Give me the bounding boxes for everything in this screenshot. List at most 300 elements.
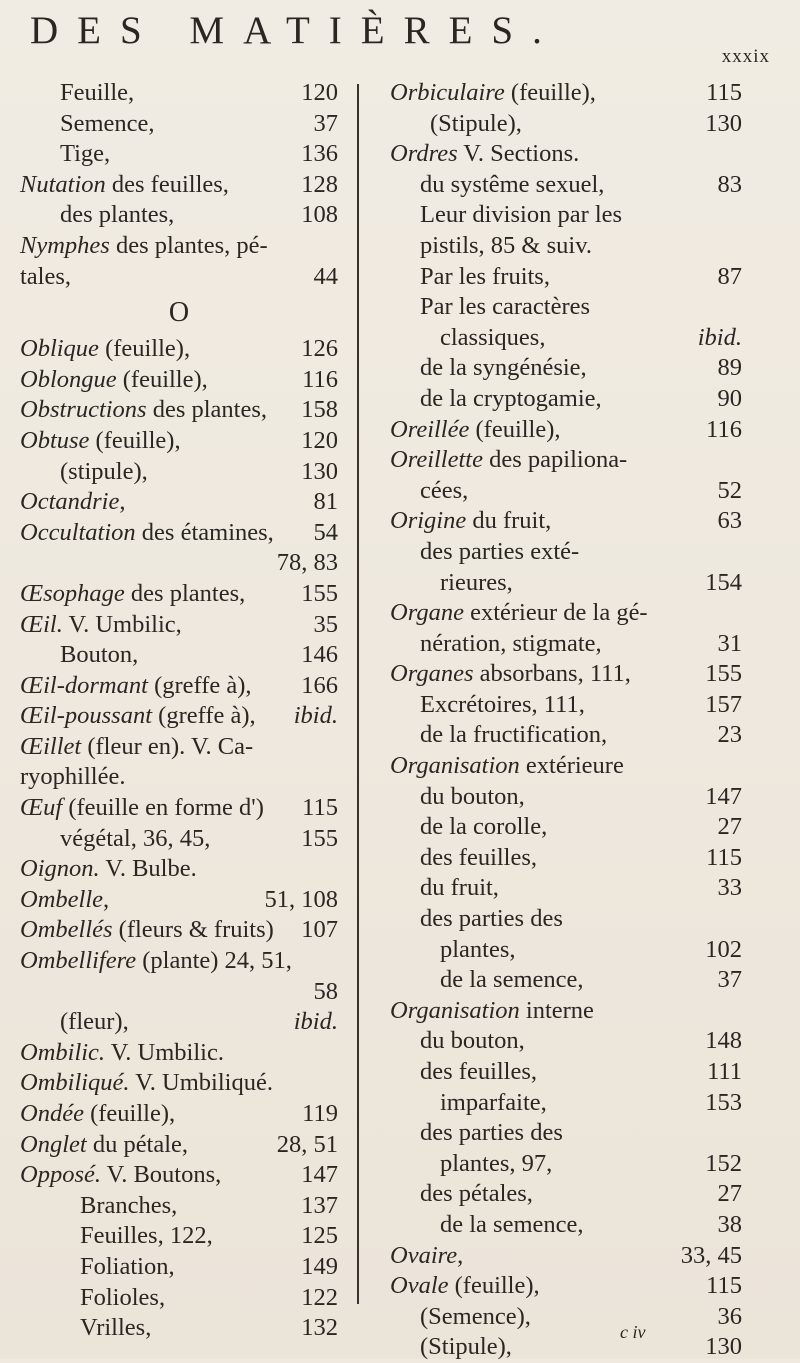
- index-entry: [390, 1241, 742, 1272]
- entry-page-ref: 125: [301, 1222, 338, 1250]
- entry-description: Vrilles,: [80, 1314, 152, 1342]
- entry-text: [420, 873, 499, 904]
- index-entry: [20, 610, 338, 641]
- index-entry: [20, 671, 338, 702]
- index-entry: [390, 782, 742, 813]
- index-entry: [20, 200, 338, 231]
- entry-page-ref: 130: [301, 457, 338, 485]
- entry-description: V. Umbiliqué.: [129, 1069, 273, 1097]
- index-entry: [390, 537, 742, 568]
- index-entry: [20, 793, 338, 824]
- index-entry: [390, 323, 742, 354]
- entry-headword: Œil-dormant: [20, 671, 148, 699]
- entry-text: [440, 1210, 584, 1241]
- entry-text: [390, 415, 561, 446]
- entry-headword: Œuf: [20, 794, 63, 822]
- index-entry: [20, 1099, 338, 1130]
- entry-page-ref: 83: [717, 170, 742, 198]
- index-entry: [390, 262, 742, 293]
- left-column: [20, 78, 338, 1344]
- entry-description: (Stipule),: [430, 109, 522, 137]
- entry-page-ref: 52: [717, 476, 742, 504]
- entry-page-ref: 28, 51: [276, 1130, 338, 1158]
- entry-text: [20, 793, 264, 824]
- index-entry: [20, 1038, 338, 1069]
- entry-text: [20, 854, 197, 885]
- entry-text: [60, 824, 210, 855]
- entry-text: [390, 659, 631, 690]
- entry-text: [420, 1026, 525, 1057]
- entry-text: [420, 812, 547, 843]
- entry-page-ref: 108: [301, 201, 338, 229]
- entry-page-ref: 33, 45: [680, 1241, 742, 1269]
- entry-page-ref: 146: [301, 641, 338, 669]
- entry-page-ref: 27: [717, 1180, 742, 1208]
- entry-description: de la syngénésie,: [420, 354, 587, 382]
- index-entry: [390, 690, 742, 721]
- entry-headword: Ordres: [390, 140, 458, 168]
- index-entry: [20, 395, 338, 426]
- index-entry: [390, 231, 742, 262]
- entry-description: des parties des: [420, 1119, 563, 1147]
- entry-text: [420, 200, 622, 231]
- entry-description: de la semence,: [440, 966, 584, 994]
- entry-text: [20, 610, 182, 641]
- entry-page-ref: 158: [301, 396, 338, 424]
- entry-description: Bouton,: [60, 641, 139, 669]
- entry-page-ref: ibid.: [293, 702, 338, 730]
- entry-description: végétal, 36, 45,: [60, 824, 211, 852]
- entry-headword: Nutation: [20, 170, 106, 198]
- entry-description: V. Bulbe.: [99, 855, 197, 883]
- page-number: xxxix: [721, 46, 770, 67]
- index-entry: [390, 935, 742, 966]
- entry-headword: Origine: [390, 507, 467, 535]
- index-entry: [20, 824, 338, 855]
- index-entry: [20, 139, 338, 170]
- entry-page-ref: 157: [705, 690, 742, 718]
- entry-page-ref: 147: [301, 1161, 338, 1189]
- entry-text: [20, 885, 109, 916]
- entry-text: [20, 487, 125, 518]
- entry-description: Par les fruits,: [420, 262, 550, 290]
- entry-text: [60, 139, 110, 170]
- entry-text: [80, 1252, 175, 1283]
- index-entry: [390, 629, 742, 660]
- entry-text: [20, 732, 253, 763]
- entry-text: [20, 518, 274, 549]
- entry-description: Folioles,: [80, 1283, 166, 1311]
- entry-page-ref: 58: [313, 977, 338, 1005]
- running-title: DES MATIÈRES.: [30, 9, 561, 52]
- index-entry: [390, 445, 742, 476]
- index-entry: [20, 854, 338, 885]
- entry-page-ref: 63: [717, 507, 742, 535]
- entry-text: [440, 323, 545, 354]
- entry-description: des étamines,: [135, 518, 274, 546]
- entry-page-ref: 115: [706, 1272, 742, 1300]
- entry-headword: Oblongue: [20, 365, 117, 393]
- entry-description: de la cryptogamie,: [420, 384, 602, 412]
- entry-text: [20, 426, 181, 457]
- entry-description: (Semence),: [420, 1302, 531, 1330]
- entry-description: des feuilles,: [420, 1058, 538, 1085]
- entry-page-ref: 116: [706, 415, 742, 443]
- entry-description: du fruit,: [466, 507, 552, 535]
- entry-text: [420, 782, 525, 813]
- entry-text: [80, 1221, 213, 1252]
- index-entry: [390, 415, 742, 446]
- entry-text: [60, 200, 174, 231]
- entry-description: plantes,: [440, 935, 516, 963]
- entry-page-ref: 122: [301, 1283, 338, 1311]
- entry-page-ref: 37: [717, 966, 742, 994]
- index-entry: [20, 915, 338, 946]
- entry-text: [420, 720, 607, 751]
- entry-headword: Œsophage: [20, 579, 125, 607]
- index-entry: [20, 579, 338, 610]
- entry-text: [60, 78, 134, 109]
- entry-page-ref: 155: [705, 660, 742, 688]
- index-entry: [20, 334, 338, 365]
- index-entry: [390, 109, 742, 140]
- entry-headword: Obtuse: [20, 426, 90, 454]
- entry-text: [20, 762, 125, 793]
- entry-page-ref: 147: [705, 782, 742, 810]
- entry-text: [420, 353, 587, 384]
- entry-headword: Oreillette: [390, 446, 483, 474]
- index-entry: [20, 1313, 338, 1344]
- entry-description: (greffe à),: [152, 702, 256, 730]
- entry-text: [20, 365, 208, 396]
- entry-headword: Organe: [390, 599, 464, 627]
- entry-text: [390, 506, 551, 537]
- index-entry: [390, 1332, 742, 1363]
- entry-page-ref: 126: [301, 335, 338, 363]
- index-entry: [390, 353, 742, 384]
- entry-text: [390, 996, 594, 1027]
- entry-text: [420, 1332, 512, 1363]
- entry-page-ref: 90: [717, 384, 742, 412]
- running-head: [18, 4, 798, 70]
- index-entry: [390, 1026, 742, 1057]
- entry-headword: Ombelle: [20, 885, 103, 913]
- entry-headword: Opposé.: [20, 1161, 101, 1189]
- entry-text: [60, 457, 148, 488]
- entry-text: [60, 109, 155, 140]
- entry-description: Feuilles, 122,: [80, 1222, 213, 1250]
- entry-headword: Œil.: [20, 610, 63, 638]
- index-entry: [20, 1160, 338, 1191]
- entry-description: plantes, 97,: [440, 1149, 553, 1177]
- entry-text: [390, 1241, 463, 1272]
- entry-headword: Occultation: [20, 518, 136, 546]
- entry-description: des pétales,: [420, 1180, 533, 1208]
- index-entry: [20, 1252, 338, 1283]
- index-entry: [390, 904, 742, 935]
- index-entry: [390, 200, 742, 231]
- index-entry: [20, 365, 338, 396]
- entry-text: [20, 1068, 273, 1099]
- index-entry: [20, 885, 338, 916]
- index-entry: [20, 1007, 338, 1038]
- entry-text: [420, 1057, 537, 1088]
- index-entry: [390, 720, 742, 751]
- entry-text: [390, 78, 596, 109]
- entry-description: (fleur),: [60, 1008, 129, 1036]
- index-entry: [20, 1068, 338, 1099]
- entry-page-ref: 155: [301, 579, 338, 607]
- entry-page-ref: 120: [301, 426, 338, 454]
- entry-text: [420, 262, 550, 293]
- entry-description: tales,: [20, 262, 72, 290]
- entry-description: de la semence,: [440, 1210, 584, 1238]
- entry-description: (feuille),: [504, 79, 596, 106]
- entry-page-ref: ibid.: [293, 1008, 338, 1036]
- entry-text: [20, 262, 71, 293]
- entry-text: [420, 231, 592, 262]
- entry-text: [20, 1099, 175, 1130]
- entry-page-ref: ibid.: [697, 323, 742, 351]
- index-entry: [20, 977, 338, 1008]
- entry-description: (Stipule),: [420, 1333, 512, 1361]
- entry-text: [80, 1191, 177, 1222]
- entry-page-ref: 102: [705, 935, 742, 963]
- index-entry: [390, 1088, 742, 1119]
- index-entry: [390, 1210, 742, 1241]
- index-entry: [390, 1302, 742, 1333]
- index-entry: [20, 170, 338, 201]
- entry-headword: Octandrie: [20, 488, 120, 516]
- entry-description: des plantes,: [146, 396, 268, 424]
- index-entry: [20, 457, 338, 488]
- entry-description: (fleurs & fruits): [112, 916, 274, 944]
- index-entry: [390, 1057, 742, 1088]
- index-entry: [20, 262, 338, 293]
- index-entry: [20, 640, 338, 671]
- entry-description: de la corolle,: [420, 813, 548, 841]
- entry-text: [420, 384, 602, 415]
- entry-description: du systême sexuel,: [420, 170, 605, 198]
- entry-description: du pétale,: [86, 1130, 189, 1158]
- entry-text: [60, 1007, 129, 1038]
- entry-headword: Ombilic.: [20, 1038, 106, 1066]
- entry-page-ref: 148: [705, 1027, 742, 1055]
- index-entry: [390, 659, 742, 690]
- entry-headword: Organisation: [390, 752, 520, 780]
- entry-page-ref: 78, 83: [276, 549, 338, 577]
- entry-headword: Obstructions: [20, 396, 147, 424]
- entry-page-ref: 155: [301, 824, 338, 852]
- entry-text: [80, 1313, 151, 1344]
- entry-description: absorbans, 111,: [473, 660, 631, 688]
- entry-description: V. Boutons,: [100, 1161, 222, 1189]
- entry-text: [420, 1179, 533, 1210]
- entry-page-ref: 166: [301, 671, 338, 699]
- entry-description: des plantes,: [124, 579, 246, 607]
- entry-page-ref: 23: [717, 721, 742, 749]
- index-entry: [20, 762, 338, 793]
- index-entry: [20, 946, 338, 977]
- entry-description: des papiliona-: [482, 446, 628, 474]
- entry-headword: Oreillée: [390, 415, 470, 443]
- entry-description: ,: [457, 1241, 464, 1269]
- column-divider: [357, 84, 359, 1304]
- entry-description: des parties des: [420, 905, 563, 933]
- entry-page-ref: 36: [717, 1302, 742, 1330]
- entry-headword: Nymphes: [20, 231, 110, 259]
- entry-page-ref: 137: [301, 1191, 338, 1219]
- entry-text: [440, 568, 513, 599]
- entry-description: (feuille),: [448, 1272, 540, 1300]
- index-entry: [390, 139, 742, 170]
- entry-page-ref: 81: [313, 488, 338, 516]
- entry-page-ref: 119: [302, 1100, 338, 1127]
- entry-description: nération, stigmate,: [420, 629, 602, 657]
- entry-page-ref: 87: [717, 262, 742, 290]
- entry-page-ref: 128: [301, 170, 338, 198]
- index-entry: [390, 384, 742, 415]
- entry-description: (feuille),: [83, 1100, 176, 1127]
- index-entry: [20, 701, 338, 732]
- index-entry: [20, 1130, 338, 1161]
- entry-text: [80, 1283, 165, 1314]
- entry-text: [20, 170, 229, 201]
- index-entry: [20, 487, 338, 518]
- index-entry: [20, 1283, 338, 1314]
- entry-description: interne: [519, 996, 594, 1024]
- index-entry: [20, 231, 338, 262]
- entry-text: [390, 139, 579, 170]
- entry-text: [20, 395, 267, 426]
- entry-description: V. Sections.: [457, 140, 580, 168]
- entry-page-ref: 154: [705, 568, 742, 596]
- entry-description: Par les caractères: [420, 293, 591, 321]
- entry-page-ref: 152: [705, 1149, 742, 1177]
- entry-description: des plantes, pé-: [109, 231, 268, 259]
- entry-page-ref: 54: [313, 518, 338, 546]
- entry-text: [390, 598, 648, 629]
- entry-text: [20, 915, 274, 946]
- entry-text: [420, 170, 604, 201]
- entry-page-ref: 33: [717, 874, 742, 902]
- entry-description: (feuille),: [98, 335, 191, 363]
- index-entry: [20, 109, 338, 140]
- entry-description: (feuille),: [116, 365, 208, 393]
- index-entry: [390, 170, 742, 201]
- entry-description: du bouton,: [420, 782, 525, 810]
- entry-page-ref: 35: [313, 610, 338, 638]
- entry-description: des feuilles,: [105, 170, 229, 198]
- entry-text: [20, 334, 190, 365]
- entry-text: [20, 1038, 224, 1069]
- index-entry: [20, 548, 338, 579]
- entry-headword: Organisation: [390, 996, 520, 1024]
- entry-page-ref: 149: [301, 1252, 338, 1280]
- entry-text: [390, 751, 624, 782]
- entry-description: Tige,: [60, 140, 111, 168]
- entry-description: (feuille),: [469, 415, 561, 443]
- entry-text: [20, 946, 292, 977]
- entry-page-ref: 111: [707, 1058, 742, 1085]
- entry-headword: Ombellifere: [20, 947, 137, 975]
- index-entry: [390, 965, 742, 996]
- entry-text: [440, 1088, 547, 1119]
- entry-page-ref: 27: [717, 813, 742, 841]
- entry-description: V. Umbilic,: [62, 610, 182, 638]
- index-entry: [20, 732, 338, 763]
- entry-description: ,: [103, 885, 110, 913]
- index-entry: [20, 1191, 338, 1222]
- entry-description: extérieur de la gé-: [463, 599, 648, 627]
- entry-page-ref: 153: [705, 1088, 742, 1116]
- index-entry: [390, 506, 742, 537]
- entry-description: des parties exté-: [420, 537, 580, 565]
- entry-headword: Orbiculaire: [390, 79, 505, 106]
- index-entry: [390, 568, 742, 599]
- entry-headword: Onglet: [20, 1130, 87, 1158]
- entry-headword: Ovale: [390, 1272, 449, 1300]
- entry-description: (feuille),: [89, 426, 181, 454]
- entry-headword: Ondée: [20, 1100, 84, 1127]
- entry-text: [420, 904, 563, 935]
- entry-text: [420, 1118, 563, 1149]
- entry-text: [20, 231, 268, 262]
- index-entry: [390, 1118, 742, 1149]
- entry-text: [420, 1302, 531, 1333]
- entry-page-ref: 115: [706, 843, 742, 871]
- entry-headword: Ombellés: [20, 916, 113, 944]
- entry-text: [20, 671, 252, 702]
- entry-headword: Oignon.: [20, 855, 100, 883]
- index-entry: [390, 812, 742, 843]
- entry-description: Semence,: [60, 109, 155, 137]
- index-entry: [20, 426, 338, 457]
- entry-description: (fleur en). V. Ca-: [81, 732, 254, 760]
- entry-text: [420, 690, 585, 721]
- entry-text: [420, 476, 468, 507]
- index-entry: [390, 476, 742, 507]
- index-entry: [20, 1221, 338, 1252]
- entry-page-ref: 107: [301, 916, 338, 944]
- index-entry: [390, 996, 742, 1027]
- entry-text: [420, 629, 602, 660]
- index-entry: [20, 518, 338, 549]
- index-entry: [390, 1179, 742, 1210]
- entry-text: [420, 843, 537, 874]
- entry-headword: Organes: [390, 660, 474, 688]
- right-column: [390, 78, 742, 1363]
- index-entry: [20, 78, 338, 109]
- entry-description: (feuille en forme d'): [62, 794, 264, 822]
- index-entry: [390, 873, 742, 904]
- entry-text: [430, 109, 522, 140]
- entry-page-ref: 116: [302, 365, 338, 393]
- entry-description: Leur division par les: [420, 201, 623, 229]
- entry-description: Excrétoires, 111,: [420, 690, 585, 718]
- entry-description: du bouton,: [420, 1027, 525, 1055]
- entry-headword: Oblique: [20, 335, 99, 363]
- entry-page-ref: 132: [301, 1314, 338, 1342]
- entry-description: cées,: [420, 476, 469, 504]
- entry-text: [20, 1160, 221, 1191]
- entry-text: [20, 579, 245, 610]
- entry-page-ref: 51, 108: [264, 885, 338, 913]
- entry-headword: Ovaire: [390, 1241, 458, 1269]
- entry-description: V. Umbilic.: [105, 1038, 224, 1066]
- entry-description: imparfaite,: [440, 1088, 547, 1116]
- entry-page-ref: 130: [705, 109, 742, 137]
